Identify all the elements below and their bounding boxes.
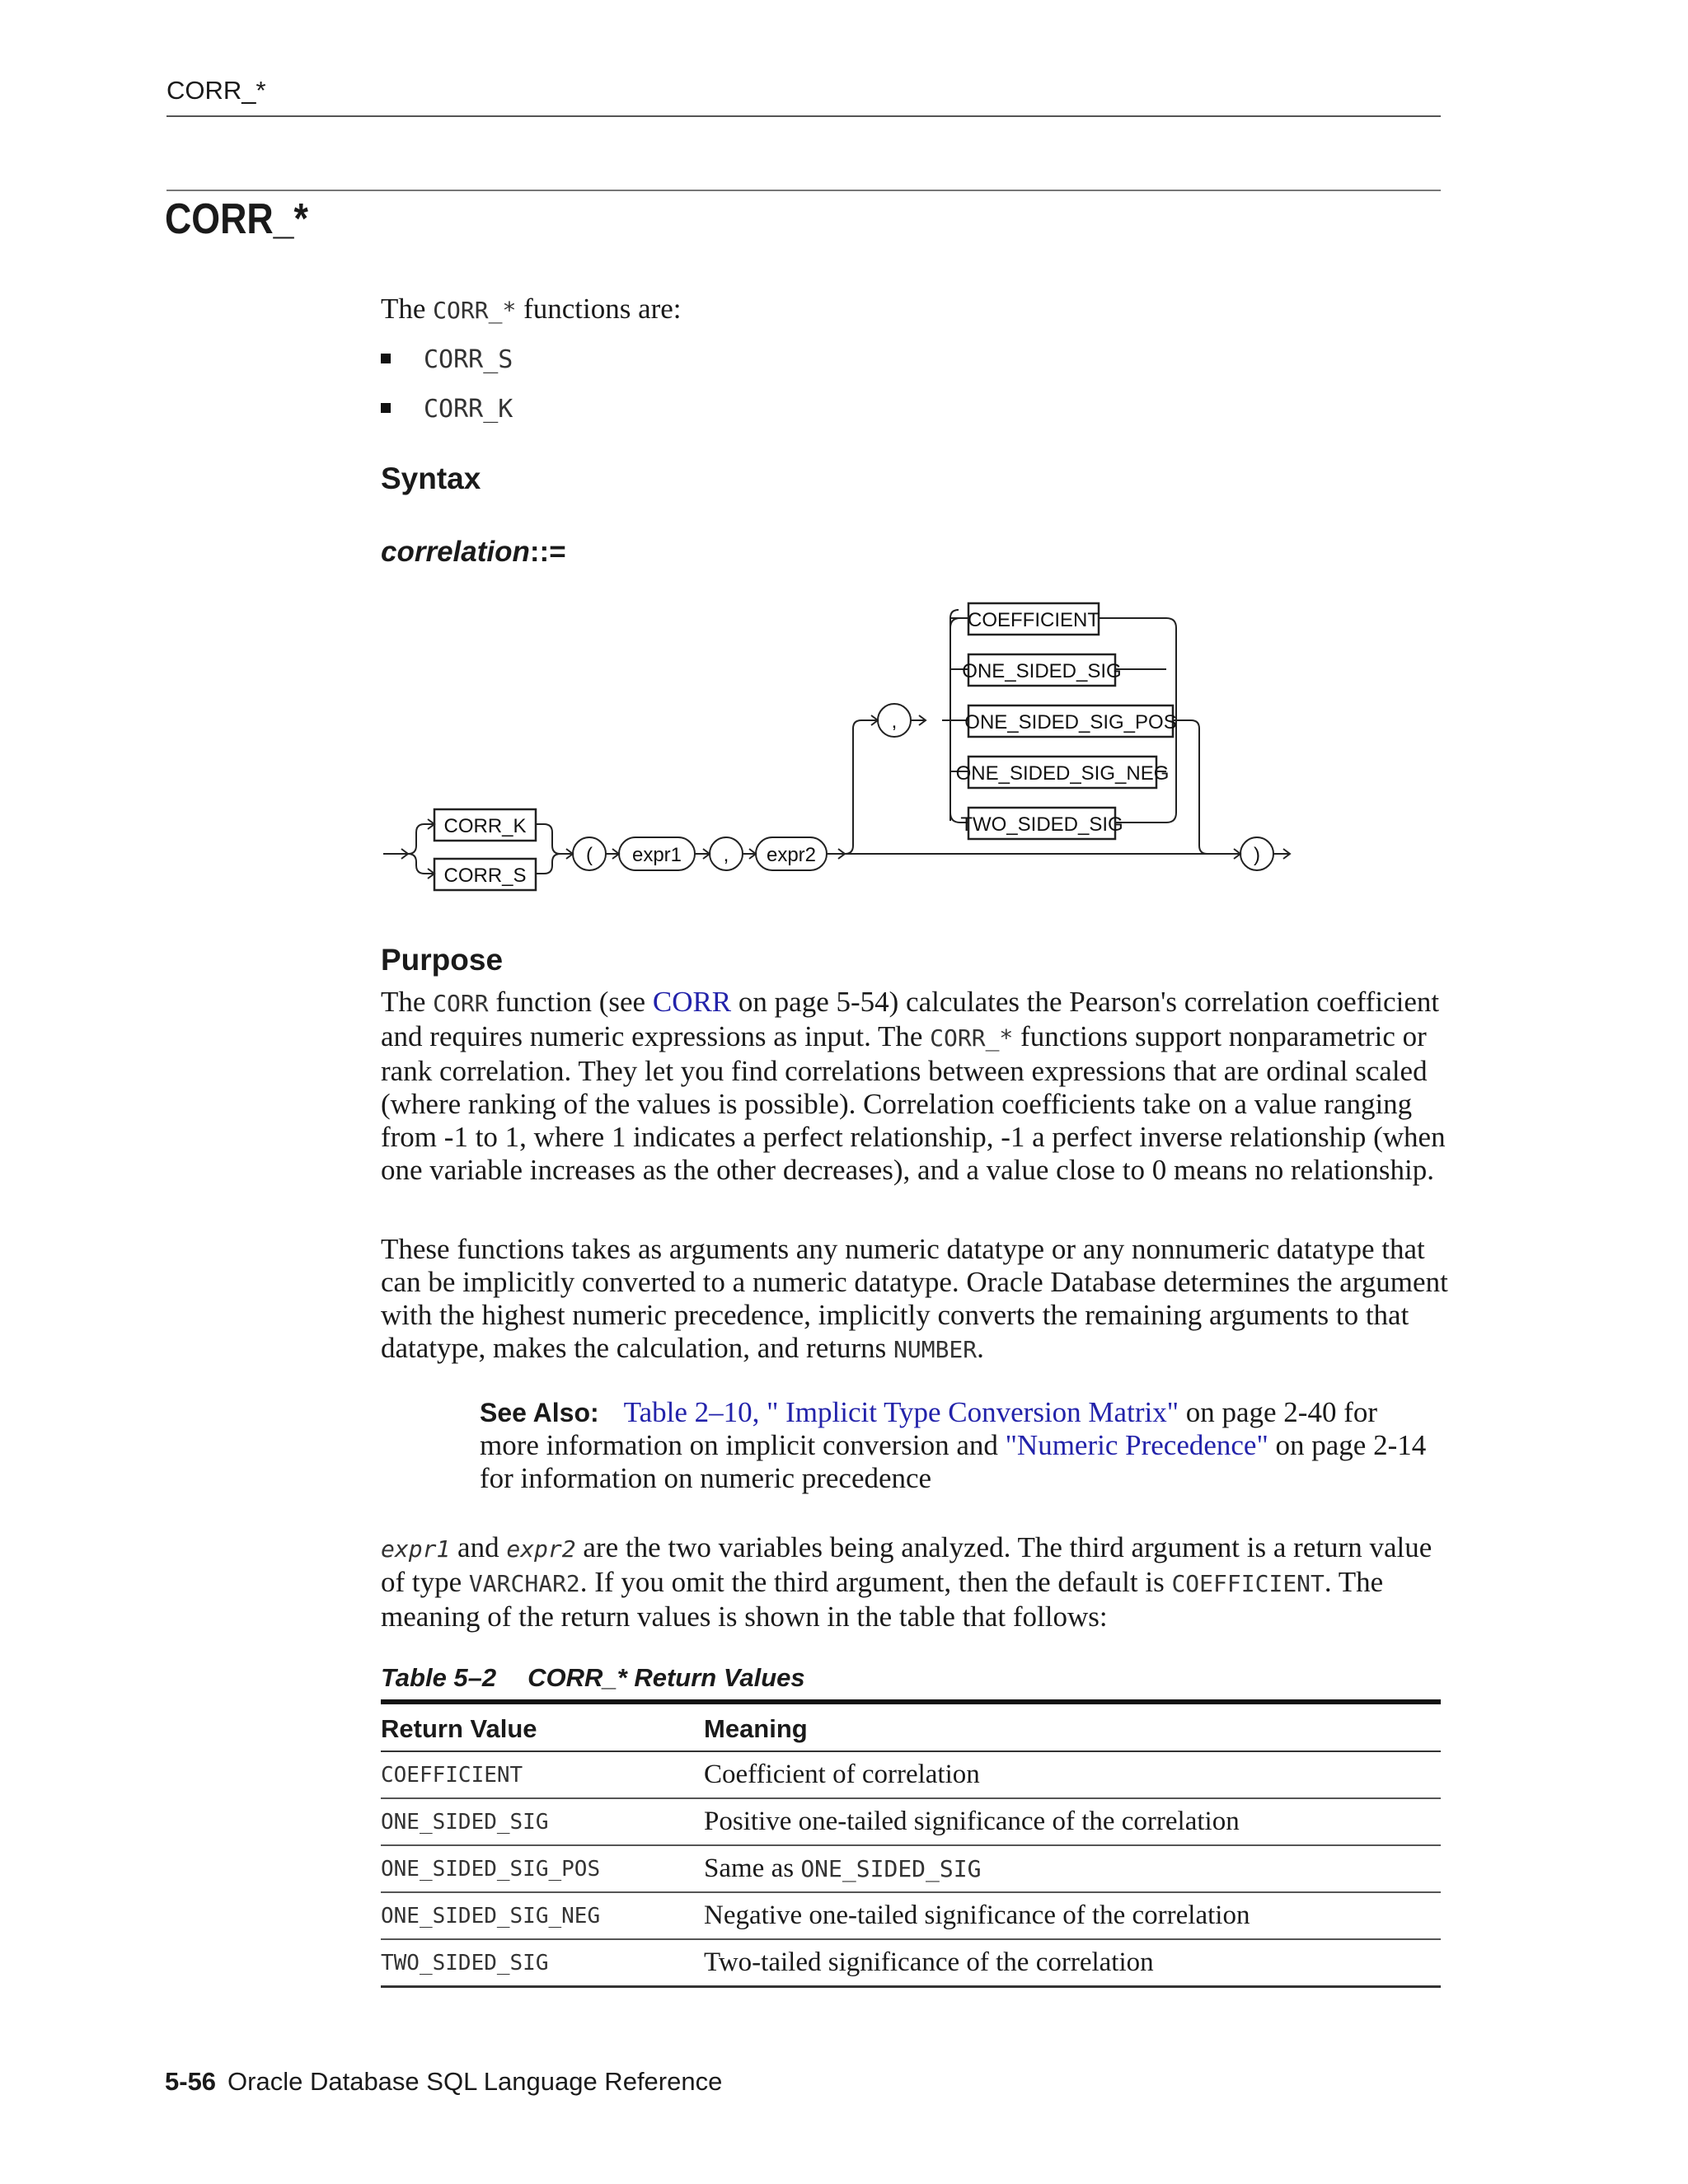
see-also-label: See Also: <box>480 1398 599 1427</box>
diagram-open-paren: ( <box>586 844 593 866</box>
meaning-cell: Positive one-tailed significance of the correlation <box>704 1798 1441 1845</box>
table-row <box>381 1939 1441 1987</box>
diagram-expr1: expr1 <box>631 844 682 866</box>
title-rule <box>166 190 1441 191</box>
diagram-option: TWO_SIDED_SIG <box>960 813 1123 836</box>
return-values-table <box>381 1699 1441 1988</box>
meaning-cell: Negative one-tailed significance of the correlation <box>704 1892 1441 1939</box>
intro-paragraph: The CORR_* functions are: <box>381 293 682 325</box>
diagram-corr-s: CORR_S <box>443 865 527 887</box>
diagram-comma: , <box>723 844 729 866</box>
list-item: CORR_S <box>381 344 513 375</box>
purpose-paragraph-3: expr1 and expr2 are the two variables being analyzed. The third argument is a return value of type VARCHAR2. If you omit the third argument, then the default is COEFFICIENT. The meaning of the return values is shown in the table that follows: <box>381 1531 1432 1633</box>
return-value-cell: ONE_SIDED_SIG <box>381 1798 704 1845</box>
bullet-icon <box>381 403 391 413</box>
table-row <box>381 1892 1441 1939</box>
purpose-paragraph-2: These functions takes as arguments any numeric datatype or any nonnumeric datatype that can be implicitly converted to a numeric datatype. Oracle Database determines the argument with the highest numeric precedence, implicitly converts the remaining arguments to that datatype, makes the calculation, and returns NUMBER. <box>381 1233 1448 1364</box>
meaning-cell: Coefficient of correlation <box>704 1751 1441 1798</box>
diagram-option: ONE_SIDED_SIG <box>962 660 1122 682</box>
table-header-row <box>381 1702 1441 1751</box>
diagram-option: COEFFICIENT <box>968 609 1100 631</box>
header-rule <box>166 115 1441 117</box>
running-header: CORR_* <box>166 76 266 105</box>
diagram-expr2: expr2 <box>766 844 817 866</box>
syntax-diagram <box>375 593 1331 907</box>
diagram-option: ONE_SIDED_SIG_NEG <box>955 762 1170 785</box>
diagram-options-comma: , <box>891 710 898 733</box>
table-row <box>381 1751 1441 1798</box>
syntax-heading: Syntax <box>381 462 481 495</box>
production-label: correlation::= <box>381 536 566 568</box>
diagram-close-paren: ) <box>1254 844 1260 866</box>
page-footer <box>165 2067 722 2097</box>
corr-link[interactable]: CORR <box>652 986 732 1018</box>
page-number: 5-56 <box>165 2067 217 2096</box>
numeric-precedence-link[interactable]: "Numeric Precedence" <box>1005 1429 1268 1461</box>
table-caption: Table 5–2 CORR_* Return Values <box>381 1663 805 1692</box>
meaning-cell: Two-tailed significance of the correlation <box>704 1939 1441 1987</box>
bullet-icon <box>381 354 391 363</box>
return-value-cell: ONE_SIDED_SIG_NEG <box>381 1892 704 1939</box>
purpose-paragraph-1: The CORR function (see CORR on page 5-54) calculates the Pearson's correlation coefficient and requires numeric expressions as input. The CORR_* functions support nonparametric or rank correlation. They let you find correlations between expressions that are ordinal scaled (where ranking of the values is possible). Correlation coefficients take on a value ranging from -1 to 1, where 1 indicates a perfect relationship, -1 a perfect inverse relationship (when one variable increases as the other decreases), and a value close to 0 means no relationship. <box>381 986 1446 1186</box>
diagram-option: ONE_SIDED_SIG_POS <box>964 711 1177 733</box>
see-also-note: See Also: Table 2–10, " Implicit Type Conversion Matrix" on page 2-40 for more information on implicit conversion and "Numeric Precedence" on page 2-14 for information on numeric precedence <box>480 1396 1427 1494</box>
list-item: CORR_K <box>381 394 513 424</box>
column-header: Meaning <box>704 1714 808 1743</box>
page-title: CORR_* <box>165 195 308 243</box>
table-row <box>381 1845 1441 1892</box>
return-value-cell: TWO_SIDED_SIG <box>381 1939 704 1987</box>
column-header: Return Value <box>381 1714 537 1743</box>
return-value-cell: COEFFICIENT <box>381 1751 704 1798</box>
table-row <box>381 1798 1441 1845</box>
diagram-corr-k: CORR_K <box>443 815 527 837</box>
book-title: Oracle Database SQL Language Reference <box>227 2067 723 2096</box>
return-value-cell: ONE_SIDED_SIG_POS <box>381 1845 704 1892</box>
conversion-matrix-link[interactable]: Table 2–10, " Implicit Type Conversion Matrix" <box>623 1396 1179 1428</box>
meaning-cell: Same as ONE_SIDED_SIG <box>704 1845 1441 1892</box>
purpose-heading: Purpose <box>381 943 504 977</box>
